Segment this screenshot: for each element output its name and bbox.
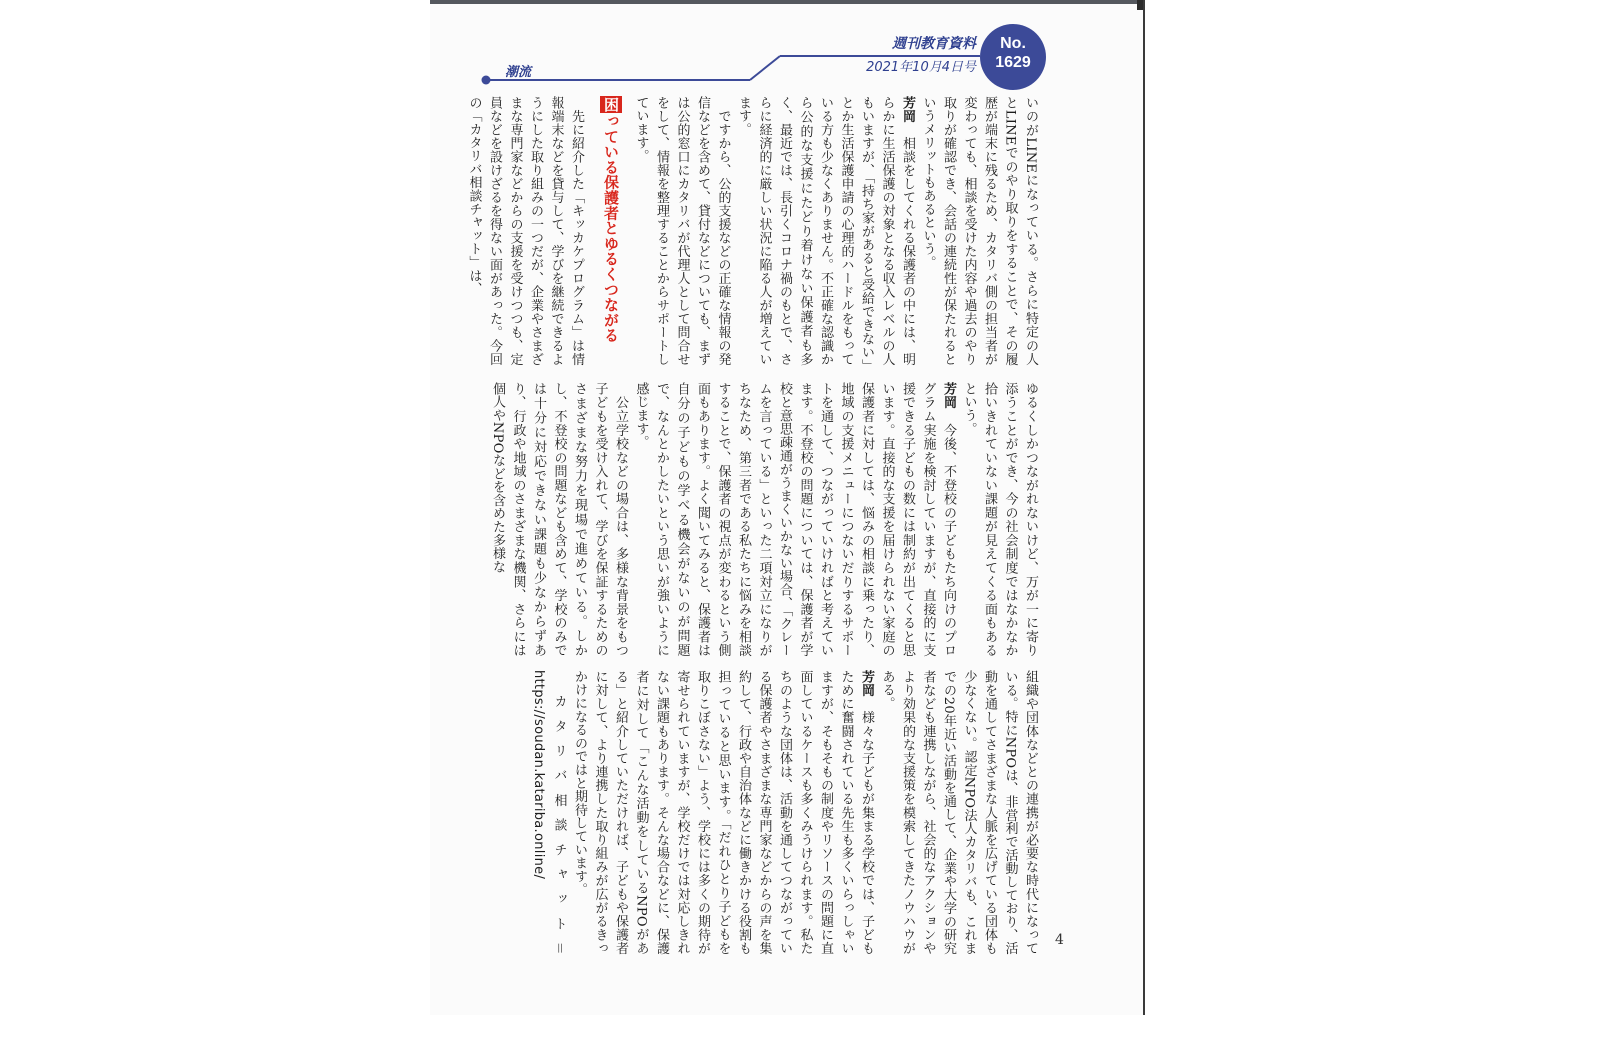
quote-text: 今後、不登校の子どもたち向けのプログラム実施を検討していますが、直接的に支援できる子どもの数には制約が出てくると思います。直接的な支援を届けられない家庭の保護者に対しては、悩みの相談に乗ったり、地域の支援メニューにつないだりするサポートを通して、つながっていければと考えています。不登校の問題については、保護者が学校と意思疎通がうまくいかない場合、「クレームを言っている」といった二項対立になりがちなため、第三者である私たちに悩みを相談することで、保護者の視点が変わるという側面もあります。よく聞いてみると、保護者は自分の子どもの学べる機会がないのが問題で、なんとかしたいという思いが強いように感じます。 <box>633 382 956 657</box>
quote-text: 様々な子どもが集まる学校では、子どもために奮闘されている先生も多くいらっしゃいますが、そもそもの制度やリソースの問題に直面しているケースも多くみうけられます。私たちのような団体は、活動を通してつながっている保護者やさまざまな専門家などからの声を集約して、行政や自治体などに働きかける役割も担っていると思います。「だれひとり子どもを取りこぼさない」よう、学校には多くの期待が寄せられていますが、学校だけでは対応しきれない課題もあります。そんな場合などに、保護者に対して「こんな活動をしているNPOがある」と紹介していただければ、子どもや保護者に対して、より連携した取り組みが広がるきっかけになるのではと期待しています。 <box>572 670 874 955</box>
text-column-1 <box>466 96 1040 366</box>
paragraph <box>528 670 569 955</box>
heading-initial: 困 <box>602 97 620 113</box>
paragraph-text: 公立学校などの場合は、多様な背景をもつ子どもを受け入れて、学びを保証するためのさまざまな努力を現場で進めている。しかし、不登校の問題なども含めて、学校のみでは十分に対応できない課題も少なからずあり、行政や地域のさまざまな機関、さらには個人やNPOなどを含めた多様な <box>490 382 628 657</box>
publication-name: 週刊教育資料 <box>892 36 976 52</box>
quote-text: ですから、公的支援などの正確な情報の発信などを含めて、貸付などについても、まずは公的窓口にカタリバが代理人として問合せをして、情報を整理することからサポートしています。 <box>633 96 731 366</box>
heading-text: っている保護者とゆるくつながる <box>602 113 620 343</box>
paragraph <box>463 96 586 366</box>
speaker-name: 芳岡 <box>900 96 915 124</box>
speaker-name: 芳岡 <box>941 382 956 410</box>
section-heading <box>600 96 622 366</box>
chat-url[interactable]: https://soudan.katariba.online/ <box>531 670 546 880</box>
quote-text: 相談をしてくれる保護者の中には、明らかに生活保護の対象となる収入レベルの人もいますが、「持ち家があると受給できない」とか生活保護申請の心理的ハードルをもっている方も少なくありません。不正確な認識から公的な支援にたどり着けない保護者も多く、最近では、長引くコロナ禍のもとで、さらに経済的に厳しい状況に陥る人が増えています。 <box>736 96 915 366</box>
issue-date: 2021年10月4日号 <box>866 60 976 75</box>
paragraph <box>487 382 631 657</box>
page-number: 4 <box>1055 932 1064 948</box>
paragraph <box>630 96 733 366</box>
scan-corner <box>1137 0 1143 10</box>
text-column-2 <box>480 382 1040 657</box>
scan-edge <box>430 0 1143 4</box>
issue-badge <box>980 24 1046 90</box>
paragraph: 組織や団体などとの連携が必要な時代になっている。特にNPOは、非営利で活動しており、活動を通してさまざまな人脈を広げている団体も少なくない。認定NPO法人カタリバも、これまでの20年近い活動を通して、企業や大学の研究者なども連携しながら、社会的なアクションやより効果的な支援策を模索してきたノウハウがある。 <box>879 670 1038 955</box>
paragraph: ゆるくしかつながれないけど、万が一に寄り添うことができ、今の社会制度ではなかなか拾いきれていない課題が見えてくる面もあるという。 <box>961 382 1038 657</box>
paragraph <box>733 96 918 366</box>
paragraph-text: 先に紹介した「キッカケプログラム」は情報端末などを貸与して、学びを継続できるようにした取り組みの一つだが、企業やさまざまな専門家などからの支援を受けつつも、定員などを設けざるを得ない面があった。今回の「カタリバ相談チャット」は、 <box>466 96 584 366</box>
speaker-name: 芳岡 <box>859 670 874 698</box>
paragraph: いのがLINEになっている。さらに特定の人とLINEでのやり取りをすることで、その履歴が端末に残るため、カタリバ側の担当者が変わっても、相談を受けた内容や過去のやり取りが確認でき、会話の連続性が保たれるというメリットもあるという。 <box>920 96 1038 366</box>
link-label: カタリバ相談チャット＝ <box>551 694 567 955</box>
issue-prefix: No. <box>1000 35 1026 52</box>
paragraph <box>630 382 958 657</box>
text-column-3 <box>480 670 1040 955</box>
paragraph <box>569 670 877 955</box>
issue-number: 1629 <box>995 54 1031 71</box>
rule-line-slant <box>750 56 780 80</box>
section-label: 潮流 <box>505 65 532 80</box>
